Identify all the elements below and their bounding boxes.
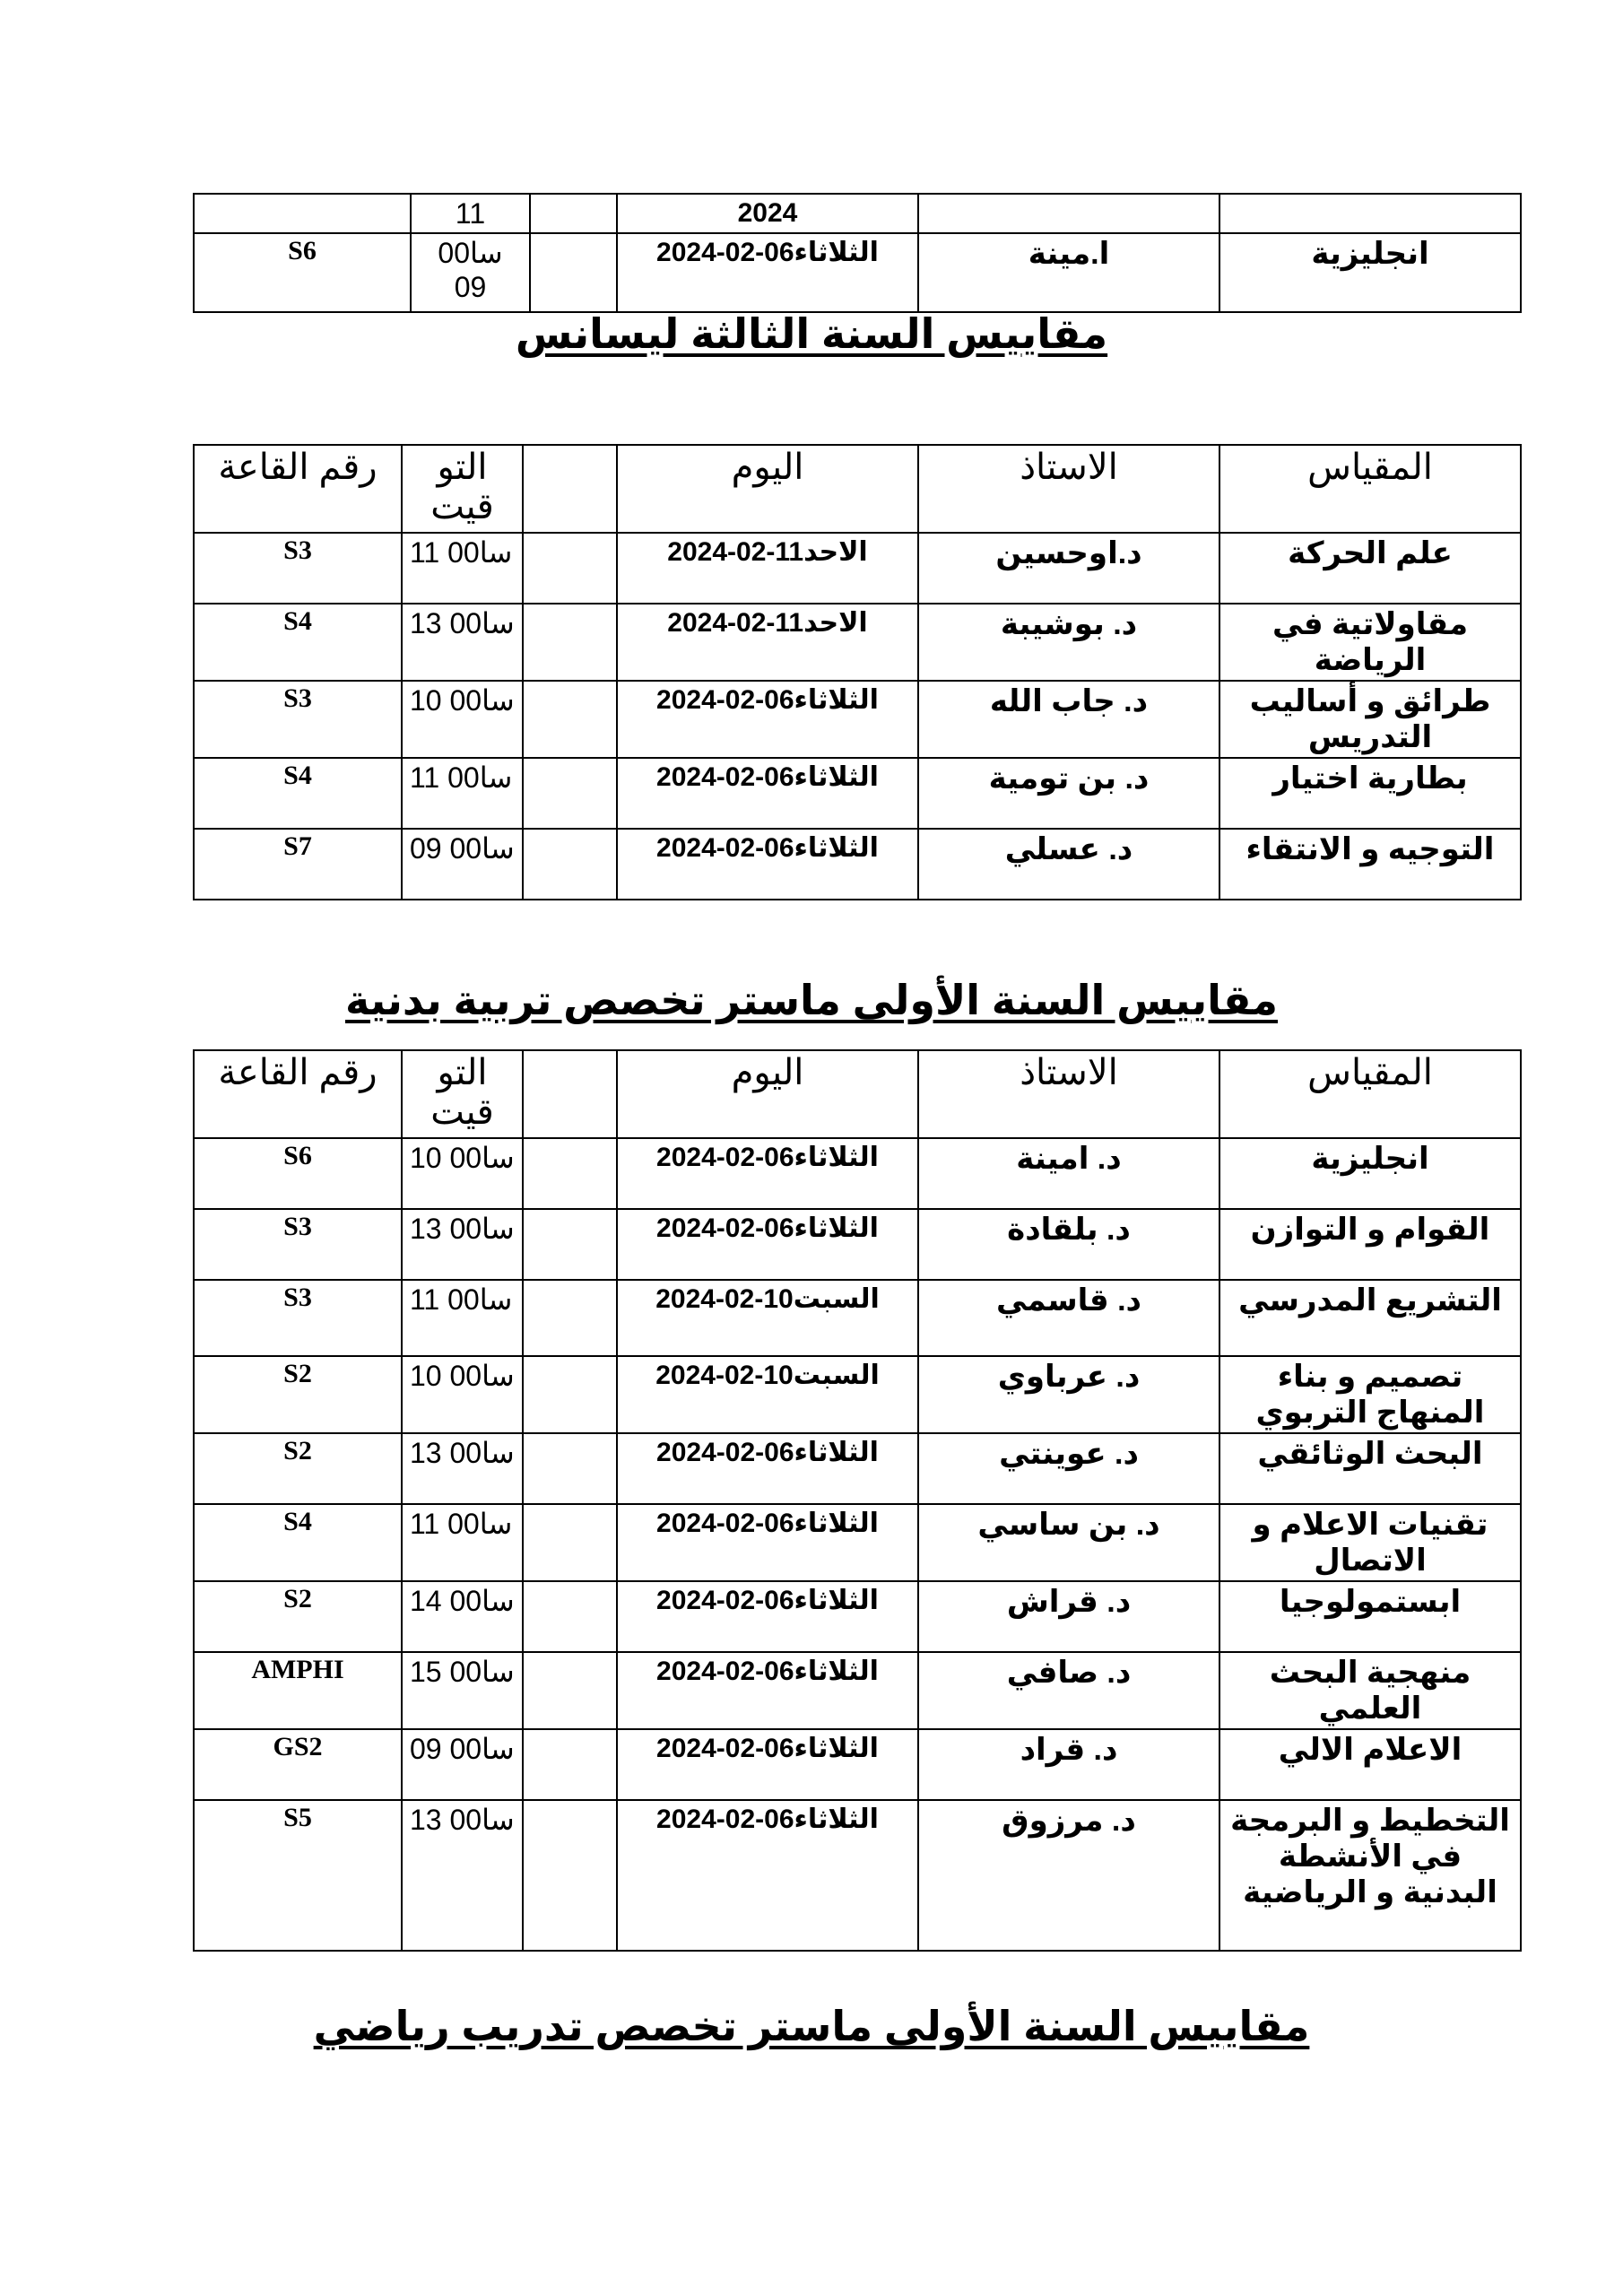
module-cell: انجليزية: [1219, 1138, 1521, 1209]
professor-cell: د. قاسمي: [918, 1280, 1219, 1356]
header-day: اليوم: [617, 1050, 918, 1138]
table-row: [194, 1138, 1521, 1209]
table-row: [194, 1504, 1521, 1581]
section-title-first-year-master-training: مقاييس السنة الأولى ماستر تخصص تدريب رياضي: [313, 2003, 1310, 2049]
module-cell: التخطيط و البرمجة في الأنشطة البدنية و الرياضية: [1219, 1800, 1521, 1951]
day-cell: السبت10-02-2024: [617, 1280, 918, 1356]
table-row: [194, 1280, 1521, 1356]
module-cell: [1219, 194, 1521, 233]
day-cell: الثلاثاء06-02-2024: [617, 1138, 918, 1209]
professor-cell: د. جاب الله: [918, 681, 1219, 758]
professor-cell: د. بن ساسي: [918, 1504, 1219, 1581]
day-cell: الاحد11-02-2024: [617, 533, 918, 604]
time-cell: سا00 11: [402, 533, 523, 604]
table-row: [194, 1433, 1521, 1504]
room-cell: [194, 194, 411, 233]
time-cell: سا00 10: [402, 681, 523, 758]
day-cell: الثلاثاء06-02-2024: [617, 1209, 918, 1280]
day-cell: الثلاثاء06-02-2024: [617, 1652, 918, 1729]
table-row: [194, 1209, 1521, 1280]
professor-cell: د. مرزوق: [918, 1800, 1219, 1951]
module-cell: تصميم و بناء المنهاج التربوي: [1219, 1356, 1521, 1433]
blank-cell: [523, 1433, 617, 1504]
room-cell: S2: [194, 1581, 402, 1652]
time-cell: سا00 11: [402, 1504, 523, 1581]
blank-cell: [523, 1504, 617, 1581]
day-cell: الثلاثاء06-02-2024: [617, 1729, 918, 1800]
table-row: [194, 604, 1521, 681]
professor-cell: د. صافي: [918, 1652, 1219, 1729]
professor-cell: [918, 194, 1219, 233]
room-cell: S2: [194, 1433, 402, 1504]
time-cell: سا00 13: [402, 604, 523, 681]
professor-cell: د. قراد: [918, 1729, 1219, 1800]
blank-cell: [523, 1138, 617, 1209]
professor-cell: د. عرباوي: [918, 1356, 1219, 1433]
room-cell: S4: [194, 758, 402, 829]
top-schedule-table: [193, 193, 1522, 313]
room-cell: S7: [194, 829, 402, 900]
header-time: التو قيت: [402, 445, 523, 533]
room-cell: S5: [194, 1800, 402, 1951]
day-cell: الثلاثاء06-02-2024: [617, 1800, 918, 1951]
table-row: [194, 758, 1521, 829]
header-time: التو قيت: [402, 1050, 523, 1138]
time-cell: سا00 14: [402, 1581, 523, 1652]
room-cell: S2: [194, 1356, 402, 1433]
blank-cell: [523, 604, 617, 681]
section-title-first-year-master-pe: مقاييس السنة الأولى ماستر تخصص تربية بدنية: [344, 977, 1279, 1023]
module-cell: علم الحركة: [1219, 533, 1521, 604]
room-cell: S3: [194, 1209, 402, 1280]
time-cell: سا00 15: [402, 1652, 523, 1729]
table-row: [194, 1729, 1521, 1800]
table-row: [194, 194, 1521, 233]
section-title-third-year-licence: مقاييس السنة الثالثة ليسانس: [515, 310, 1108, 357]
module-cell: منهجية البحث العلمي: [1219, 1652, 1521, 1729]
module-cell: القوام و التوازن: [1219, 1209, 1521, 1280]
room-cell: S3: [194, 533, 402, 604]
blank-cell: [523, 758, 617, 829]
professor-cell: د. بلقادة: [918, 1209, 1219, 1280]
module-cell: البحث الوثائقي: [1219, 1433, 1521, 1504]
first-year-master-pe-table: [193, 1049, 1522, 1952]
day-cell: السبت10-02-2024: [617, 1356, 918, 1433]
professor-cell: د. عسلي: [918, 829, 1219, 900]
time-cell: سا00 09: [402, 829, 523, 900]
table-row: [194, 829, 1521, 900]
header-room: رقم القاعة: [194, 1050, 402, 1138]
module-cell: طرائق و أساليب التدريس: [1219, 681, 1521, 758]
time-cell: سا00 09: [402, 1729, 523, 1800]
header-day: اليوم: [617, 445, 918, 533]
day-cell: الاحد11-02-2024: [617, 604, 918, 681]
room-cell: S3: [194, 1280, 402, 1356]
room-cell: GS2: [194, 1729, 402, 1800]
table-row: [194, 533, 1521, 604]
module-cell: تقنيات الاعلام و الاتصال: [1219, 1504, 1521, 1581]
header-module: المقياس: [1219, 1050, 1521, 1138]
blank-cell: [523, 1581, 617, 1652]
blank-cell: [523, 1652, 617, 1729]
room-cell: S4: [194, 604, 402, 681]
table-row: [194, 1581, 1521, 1652]
module-cell: ابستمولوجيا: [1219, 1581, 1521, 1652]
professor-cell: د. قراش: [918, 1581, 1219, 1652]
time-cell: سا00 09: [411, 233, 530, 312]
room-cell: AMPHI: [194, 1652, 402, 1729]
time-cell: سا00 11: [402, 758, 523, 829]
module-cell: انجليزية: [1219, 233, 1521, 312]
room-cell: S3: [194, 681, 402, 758]
day-cell: الثلاثاء06-02-2024: [617, 681, 918, 758]
header-module: المقياس: [1219, 445, 1521, 533]
table-row: [194, 681, 1521, 758]
professor-cell: د. بن تومية: [918, 758, 1219, 829]
professor-cell: ا.مينة: [918, 233, 1219, 312]
blank-cell: [523, 681, 617, 758]
time-cell: سا00 13: [402, 1800, 523, 1951]
header-professor: الاستاذ: [918, 445, 1219, 533]
professor-cell: د. امينة: [918, 1138, 1219, 1209]
module-cell: التشريع المدرسي: [1219, 1280, 1521, 1356]
room-cell: S6: [194, 1138, 402, 1209]
module-cell: بطارية اختيار: [1219, 758, 1521, 829]
blank-cell: [523, 1800, 617, 1951]
room-cell: S6: [194, 233, 411, 312]
blank-cell: [530, 233, 617, 312]
time-cell: سا00 10: [402, 1356, 523, 1433]
time-cell: سا00 13: [402, 1433, 523, 1504]
blank-cell: [523, 1280, 617, 1356]
blank-cell: [523, 829, 617, 900]
time-cell: سا00 13: [402, 1209, 523, 1280]
day-cell: 2024: [617, 194, 918, 233]
day-cell: الثلاثاء06-02-2024: [617, 758, 918, 829]
time-cell: سا00 10: [402, 1138, 523, 1209]
header-blank: [523, 1050, 617, 1138]
professor-cell: د.اوحسين: [918, 533, 1219, 604]
blank-cell: [530, 194, 617, 233]
professor-cell: د. بوشيبة: [918, 604, 1219, 681]
header-room: رقم القاعة: [194, 445, 402, 533]
table-row: [194, 1652, 1521, 1729]
day-cell: الثلاثاء06-02-2024: [617, 1581, 918, 1652]
professor-cell: د. عوينتي: [918, 1433, 1219, 1504]
room-cell: S4: [194, 1504, 402, 1581]
header-professor: الاستاذ: [918, 1050, 1219, 1138]
header-row: [194, 445, 1521, 533]
day-cell: الثلاثاء06-02-2024: [617, 1504, 918, 1581]
table-row: [194, 233, 1521, 312]
table-row: [194, 1800, 1521, 1951]
header-row: [194, 1050, 1521, 1138]
module-cell: الاعلام الالي: [1219, 1729, 1521, 1800]
header-blank: [523, 445, 617, 533]
time-cell: سا00 11: [402, 1280, 523, 1356]
day-cell: الثلاثاء06-02-2024: [617, 1433, 918, 1504]
day-cell: الثلاثاء06-02-2024: [617, 233, 918, 312]
blank-cell: [523, 1729, 617, 1800]
blank-cell: [523, 533, 617, 604]
third-year-licence-table: [193, 444, 1522, 900]
blank-cell: [523, 1356, 617, 1433]
blank-cell: [523, 1209, 617, 1280]
time-cell: 11: [411, 194, 530, 233]
day-cell: الثلاثاء06-02-2024: [617, 829, 918, 900]
module-cell: مقاولاتية في الرياضة: [1219, 604, 1521, 681]
table-row: [194, 1356, 1521, 1433]
module-cell: التوجيه و الانتقاء: [1219, 829, 1521, 900]
